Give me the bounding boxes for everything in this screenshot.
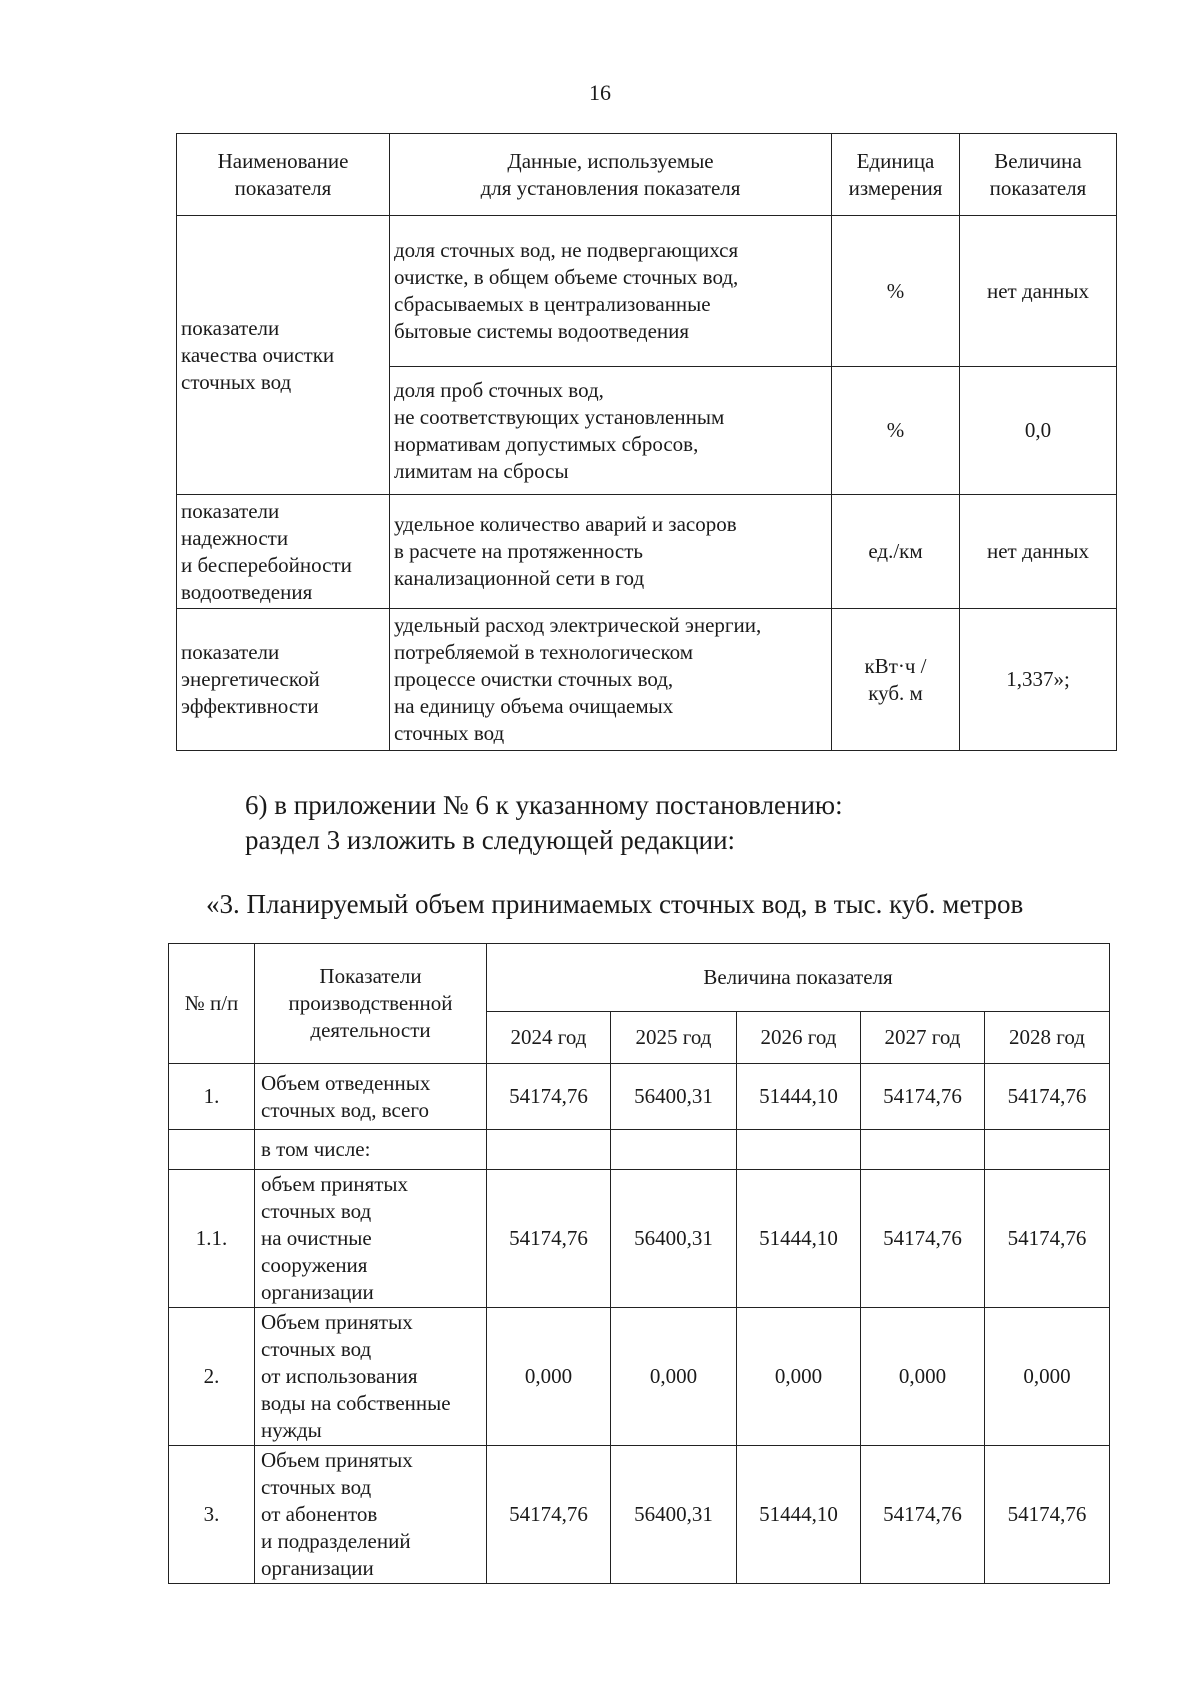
value-cell: 54174,76 <box>487 1064 611 1130</box>
section-title: «3. Планируемый объем принимаемых сточных вод, в тыс. куб. метров <box>206 889 1024 919</box>
wastewater-volume-table <box>168 943 1110 1584</box>
value-cell <box>737 1130 861 1170</box>
value-cell <box>487 1130 611 1170</box>
value-cell: 54174,76 <box>985 1064 1110 1130</box>
header-unit: Единица измерения <box>832 134 960 216</box>
amendment-instruction: раздел 3 изложить в следующей редакции: <box>245 825 736 855</box>
row-number: 2. <box>169 1308 255 1446</box>
value-cell: 54174,76 <box>487 1170 611 1308</box>
value-cell: 56400,31 <box>611 1064 737 1130</box>
unit-cell: ед./км <box>832 495 960 609</box>
value-cell: 56400,31 <box>611 1446 737 1584</box>
header-year-2028: 2028 год <box>985 1012 1110 1064</box>
group-name-cleaning-quality: показатели качества очистки сточных вод <box>177 216 390 495</box>
table-row <box>169 1064 1110 1130</box>
value-cell: 0,0 <box>960 367 1117 495</box>
header-year-2025: 2025 год <box>611 1012 737 1064</box>
table-row <box>177 495 1117 609</box>
row-label: Объем принятых сточных вод от абонентов и подразделений организации <box>255 1446 487 1584</box>
value-cell: 54174,76 <box>985 1446 1110 1584</box>
value-cell: 51444,10 <box>737 1446 861 1584</box>
header-value-group: Величина показателя <box>487 944 1110 1012</box>
value-cell: нет данных <box>960 216 1117 367</box>
value-cell: 0,000 <box>985 1308 1110 1446</box>
row-label: в том числе: <box>255 1130 487 1170</box>
value-cell: 56400,31 <box>611 1170 737 1308</box>
value-cell: 51444,10 <box>737 1064 861 1130</box>
indicator-data-cell: доля проб сточных вод, не соответствующих установленным нормативам допустимых сбросов, лимитам на сбросы <box>390 367 832 495</box>
group-name-energy-efficiency: показатели энергетической эффективности <box>177 609 390 751</box>
value-cell: нет данных <box>960 495 1117 609</box>
indicator-data-cell: доля сточных вод, не подвергающихся очистке, в общем объеме сточных вод, сбрасываемых в централизованные бытовые системы водоотведения <box>390 216 832 367</box>
table-row <box>169 1170 1110 1308</box>
header-value: Величина показателя <box>960 134 1117 216</box>
value-cell: 0,000 <box>861 1308 985 1446</box>
row-number: 3. <box>169 1446 255 1584</box>
header-indicator-name: Наименование показателя <box>177 134 390 216</box>
value-cell <box>861 1130 985 1170</box>
header-row-number: № п/п <box>169 944 255 1064</box>
group-name-reliability: показатели надежности и бесперебойности водоотведения <box>177 495 390 609</box>
table-header-row <box>177 134 1117 216</box>
value-cell <box>611 1130 737 1170</box>
value-cell: 54174,76 <box>861 1170 985 1308</box>
row-label: Объем принятых сточных вод от использования воды на собственные нужды <box>255 1308 487 1446</box>
amendment-paragraph: 6) в приложении № 6 к указанному постановлению: <box>245 790 843 820</box>
header-year-2026: 2026 год <box>737 1012 861 1064</box>
value-cell: 0,000 <box>737 1308 861 1446</box>
row-number <box>169 1130 255 1170</box>
header-indicator-data: Данные, используемые для установления показателя <box>390 134 832 216</box>
unit-cell: % <box>832 367 960 495</box>
row-label: Объем отведенных сточных вод, всего <box>255 1064 487 1130</box>
value-cell <box>985 1130 1110 1170</box>
value-cell: 54174,76 <box>985 1170 1110 1308</box>
value-cell: 51444,10 <box>737 1170 861 1308</box>
value-cell: 54174,76 <box>861 1446 985 1584</box>
value-cell: 54174,76 <box>487 1446 611 1584</box>
page-number: 16 <box>589 80 611 105</box>
row-number: 1.1. <box>169 1170 255 1308</box>
value-cell: 0,000 <box>611 1308 737 1446</box>
table-header-row <box>169 944 1110 1012</box>
unit-cell: % <box>832 216 960 367</box>
table-row <box>169 1308 1110 1446</box>
table-row <box>169 1130 1110 1170</box>
table-row <box>177 216 1117 367</box>
unit-cell: кВт·ч / куб. м <box>832 609 960 751</box>
row-label: объем принятых сточных вод на очистные сооружения организации <box>255 1170 487 1308</box>
value-cell: 1,337»; <box>960 609 1117 751</box>
header-indicator: Показатели производственной деятельности <box>255 944 487 1064</box>
table-row <box>177 609 1117 751</box>
header-year-2024: 2024 год <box>487 1012 611 1064</box>
row-number: 1. <box>169 1064 255 1130</box>
value-cell: 0,000 <box>487 1308 611 1446</box>
performance-indicators-table <box>176 133 1117 751</box>
table-row <box>169 1446 1110 1584</box>
indicator-data-cell: удельный расход электрической энергии, потребляемой в технологическом процессе очистки сточных вод, на единицу объема очищаемых сточных вод <box>390 609 832 751</box>
value-cell: 54174,76 <box>861 1064 985 1130</box>
indicator-data-cell: удельное количество аварий и засоров в расчете на протяженность канализационной сети в год <box>390 495 832 609</box>
header-year-2027: 2027 год <box>861 1012 985 1064</box>
